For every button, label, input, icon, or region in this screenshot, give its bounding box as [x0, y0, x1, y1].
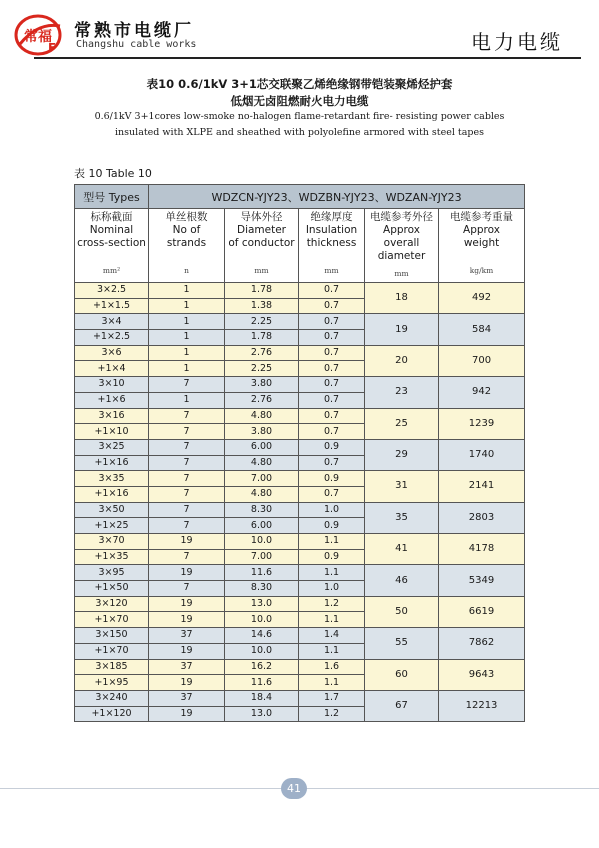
cross-section-main: 3×185 — [75, 659, 149, 675]
conductor-diameter-main: 4.80 — [225, 408, 299, 424]
column-unit: n — [184, 266, 189, 275]
strands-neutral: 1 — [149, 392, 225, 408]
conductor-diameter-main: 16.2 — [225, 659, 299, 675]
insulation-thickness-neutral: 0.7 — [299, 486, 365, 502]
overall-diameter: 20 — [365, 345, 439, 376]
conductor-diameter-neutral: 1.38 — [225, 298, 299, 314]
cross-section-neutral: +1×6 — [75, 392, 149, 408]
cross-section-main: 3×4 — [75, 314, 149, 330]
strands-main: 7 — [149, 439, 225, 455]
strands-neutral: 7 — [149, 455, 225, 471]
conductor-diameter-neutral: 10.0 — [225, 612, 299, 628]
header-divider — [34, 57, 581, 59]
conductor-diameter-neutral: 10.0 — [225, 643, 299, 659]
column-header-cn: 电缆参考外径 — [370, 211, 433, 223]
strands-main: 37 — [149, 659, 225, 675]
column-header-en1: No of — [172, 224, 201, 236]
insulation-thickness-neutral: 0.7 — [299, 455, 365, 471]
insulation-thickness-main: 0.7 — [299, 314, 365, 330]
conductor-diameter-neutral: 6.00 — [225, 518, 299, 534]
overall-diameter: 23 — [365, 377, 439, 408]
table-body — [75, 283, 525, 722]
cross-section-neutral: +1×95 — [75, 675, 149, 691]
column-header-cn: 电缆参考重量 — [450, 211, 514, 223]
conductor-diameter-main: 8.30 — [225, 502, 299, 518]
column-header-cn: 绝缘厚度 — [310, 211, 353, 223]
cross-section-neutral: +1×70 — [75, 612, 149, 628]
cross-section-main: 3×2.5 — [75, 283, 149, 299]
strands-main: 1 — [149, 345, 225, 361]
cross-section-main: 3×16 — [75, 408, 149, 424]
column-header-cn: 单丝根数 — [165, 211, 208, 223]
overall-diameter: 50 — [365, 596, 439, 627]
approx-weight: 700 — [439, 345, 525, 376]
conductor-diameter-main: 3.80 — [225, 377, 299, 393]
svg-text:F: F — [48, 41, 57, 55]
conductor-diameter-neutral: 4.80 — [225, 486, 299, 502]
insulation-thickness-neutral: 1.1 — [299, 643, 365, 659]
overall-diameter: 67 — [365, 690, 439, 721]
page-title-cn-line2: 低烟无卤阻燃耐火电力电缆 — [230, 94, 369, 108]
insulation-thickness-neutral: 0.9 — [299, 549, 365, 565]
column-header-2 — [225, 209, 299, 283]
approx-weight: 5349 — [439, 565, 525, 596]
table-row — [75, 314, 525, 330]
conductor-diameter-main: 10.0 — [225, 534, 299, 550]
column-unit: kg/km — [469, 266, 494, 275]
column-header-0 — [75, 209, 149, 283]
table-row — [75, 345, 525, 361]
approx-weight: 12213 — [439, 690, 525, 721]
strands-neutral: 19 — [149, 675, 225, 691]
insulation-thickness-neutral: 1.2 — [299, 706, 365, 722]
conductor-diameter-neutral: 3.80 — [225, 424, 299, 440]
approx-weight: 7862 — [439, 628, 525, 659]
conductor-diameter-neutral: 8.30 — [225, 581, 299, 597]
conductor-diameter-neutral: 1.78 — [225, 330, 299, 346]
column-header-en1: Insulation — [305, 224, 358, 236]
strands-neutral: 19 — [149, 643, 225, 659]
strands-main: 37 — [149, 628, 225, 644]
column-header-en2: overall — [383, 237, 420, 249]
column-header-cn: 标称截面 — [90, 211, 133, 223]
insulation-thickness-neutral: 0.7 — [299, 424, 365, 440]
insulation-thickness-neutral: 0.7 — [299, 298, 365, 314]
cross-section-neutral: +1×70 — [75, 643, 149, 659]
strands-neutral: 19 — [149, 706, 225, 722]
strands-main: 19 — [149, 534, 225, 550]
column-header-en3: diameter — [377, 250, 426, 262]
table-row — [75, 659, 525, 675]
cross-section-main: 3×95 — [75, 565, 149, 581]
cross-section-main: 3×35 — [75, 471, 149, 487]
overall-diameter: 25 — [365, 408, 439, 439]
overall-diameter: 55 — [365, 628, 439, 659]
column-header-cn: 导体外径 — [240, 211, 283, 223]
strands-neutral: 7 — [149, 549, 225, 565]
cross-section-neutral: +1×2.5 — [75, 330, 149, 346]
overall-diameter: 46 — [365, 565, 439, 596]
cross-section-neutral: +1×25 — [75, 518, 149, 534]
strands-neutral: 1 — [149, 298, 225, 314]
table-row — [75, 596, 525, 612]
conductor-diameter-main: 14.6 — [225, 628, 299, 644]
strands-neutral: 7 — [149, 486, 225, 502]
column-header-5 — [439, 209, 525, 283]
strands-main: 7 — [149, 471, 225, 487]
column-header-en2: thickness — [306, 237, 357, 249]
insulation-thickness-main: 1.4 — [299, 628, 365, 644]
column-header-en2: cross-section — [77, 237, 146, 249]
strands-neutral: 1 — [149, 361, 225, 377]
cross-section-neutral: +1×16 — [75, 455, 149, 471]
conductor-diameter-neutral: 7.00 — [225, 549, 299, 565]
table-row — [75, 471, 525, 487]
insulation-thickness-main: 0.9 — [299, 439, 365, 455]
insulation-thickness-main: 1.1 — [299, 565, 365, 581]
approx-weight: 1239 — [439, 408, 525, 439]
cross-section-main: 3×25 — [75, 439, 149, 455]
insulation-thickness-main: 0.7 — [299, 345, 365, 361]
page-header — [0, 0, 599, 62]
column-header-en2: weight — [463, 237, 500, 249]
conductor-diameter-neutral: 13.0 — [225, 706, 299, 722]
overall-diameter: 60 — [365, 659, 439, 690]
overall-diameter: 35 — [365, 502, 439, 533]
conductor-diameter-neutral: 4.80 — [225, 455, 299, 471]
table-row — [75, 502, 525, 518]
approx-weight: 492 — [439, 283, 525, 314]
approx-weight: 1740 — [439, 439, 525, 470]
insulation-thickness-main: 0.7 — [299, 377, 365, 393]
insulation-thickness-main: 1.1 — [299, 534, 365, 550]
column-header-row — [75, 209, 525, 283]
table-row — [75, 408, 525, 424]
cross-section-main: 3×50 — [75, 502, 149, 518]
insulation-thickness-neutral: 0.7 — [299, 330, 365, 346]
strands-main: 37 — [149, 690, 225, 706]
cross-section-main: 3×150 — [75, 628, 149, 644]
column-header-3 — [299, 209, 365, 283]
insulation-thickness-main: 1.2 — [299, 596, 365, 612]
company-name-en: Changshu cable works — [76, 39, 197, 50]
strands-neutral: 7 — [149, 424, 225, 440]
insulation-thickness-neutral: 0.7 — [299, 392, 365, 408]
insulation-thickness-neutral: 1.1 — [299, 675, 365, 691]
column-header-en1: Nominal — [89, 224, 134, 236]
cross-section-main: 3×240 — [75, 690, 149, 706]
conductor-diameter-main: 18.4 — [225, 690, 299, 706]
column-header-en1: Approx — [383, 224, 420, 236]
page-title-en-line2: insulated with XLPE and sheathed with polyolefine armored with steel tapes — [115, 127, 484, 138]
approx-weight: 6619 — [439, 596, 525, 627]
overall-diameter: 19 — [365, 314, 439, 345]
conductor-diameter-main: 2.25 — [225, 314, 299, 330]
column-unit: mm² — [102, 266, 121, 275]
strands-main: 1 — [149, 314, 225, 330]
conductor-diameter-neutral: 11.6 — [225, 675, 299, 691]
insulation-thickness-neutral: 0.7 — [299, 361, 365, 377]
overall-diameter: 18 — [365, 283, 439, 314]
strands-neutral: 7 — [149, 581, 225, 597]
strands-neutral: 19 — [149, 612, 225, 628]
table-label: 表 10 Table 10 — [74, 167, 152, 180]
conductor-diameter-neutral: 2.76 — [225, 392, 299, 408]
strands-main: 7 — [149, 377, 225, 393]
cross-section-main: 3×10 — [75, 377, 149, 393]
strands-neutral: 7 — [149, 518, 225, 534]
table-row — [75, 439, 525, 455]
conductor-diameter-main: 2.76 — [225, 345, 299, 361]
conductor-diameter-main: 7.00 — [225, 471, 299, 487]
insulation-thickness-main: 1.0 — [299, 502, 365, 518]
approx-weight: 584 — [439, 314, 525, 345]
conductor-diameter-main: 13.0 — [225, 596, 299, 612]
table-row — [75, 690, 525, 706]
column-header-en1: Diameter — [236, 224, 287, 236]
table-row — [75, 283, 525, 299]
strands-main: 7 — [149, 408, 225, 424]
table-row — [75, 534, 525, 550]
conductor-diameter-main: 11.6 — [225, 565, 299, 581]
cross-section-neutral: +1×16 — [75, 486, 149, 502]
column-header-1 — [149, 209, 225, 283]
strands-main: 19 — [149, 565, 225, 581]
cross-section-neutral: +1×10 — [75, 424, 149, 440]
types-row — [75, 185, 525, 209]
types-label: 型号 Types — [75, 185, 149, 209]
insulation-thickness-neutral: 1.1 — [299, 612, 365, 628]
insulation-thickness-neutral: 0.9 — [299, 518, 365, 534]
insulation-thickness-main: 0.7 — [299, 283, 365, 299]
cross-section-main: 3×70 — [75, 534, 149, 550]
approx-weight: 9643 — [439, 659, 525, 690]
strands-main: 1 — [149, 283, 225, 299]
cross-section-neutral: +1×4 — [75, 361, 149, 377]
cable-spec-table — [74, 184, 525, 722]
conductor-diameter-main: 6.00 — [225, 439, 299, 455]
table-row — [75, 565, 525, 581]
conductor-diameter-neutral: 2.25 — [225, 361, 299, 377]
column-header-en2: of conductor — [228, 237, 295, 249]
column-header-en1: Approx — [463, 224, 500, 236]
page-title-en-line1: 0.6/1kV 3+1cores low-smoke no-halogen flame-retardant fire- resisting power cables — [94, 111, 505, 122]
cross-section-neutral: +1×120 — [75, 706, 149, 722]
column-unit: mm — [324, 266, 339, 275]
column-header-4 — [365, 209, 439, 283]
column-header-en2: strands — [166, 237, 207, 249]
cross-section-neutral: +1×35 — [75, 549, 149, 565]
section-label: 电力电缆 — [471, 30, 563, 54]
types-value: WDZCN-YJY23、WDZBN-YJY23、WDZAN-YJY23 — [149, 185, 525, 209]
company-logo-icon — [14, 14, 66, 56]
insulation-thickness-main: 1.6 — [299, 659, 365, 675]
column-unit: mm — [394, 269, 409, 278]
cross-section-neutral: +1×1.5 — [75, 298, 149, 314]
insulation-thickness-main: 0.7 — [299, 408, 365, 424]
strands-neutral: 1 — [149, 330, 225, 346]
overall-diameter: 31 — [365, 471, 439, 502]
approx-weight: 2803 — [439, 502, 525, 533]
conductor-diameter-main: 1.78 — [225, 283, 299, 299]
insulation-thickness-main: 0.9 — [299, 471, 365, 487]
table-row — [75, 377, 525, 393]
approx-weight: 2141 — [439, 471, 525, 502]
cross-section-neutral: +1×50 — [75, 581, 149, 597]
cross-section-main: 3×6 — [75, 345, 149, 361]
strands-main: 7 — [149, 502, 225, 518]
overall-diameter: 29 — [365, 439, 439, 470]
approx-weight: 4178 — [439, 534, 525, 565]
insulation-thickness-neutral: 1.0 — [299, 581, 365, 597]
column-unit: mm — [254, 266, 269, 275]
cross-section-main: 3×120 — [75, 596, 149, 612]
strands-main: 19 — [149, 596, 225, 612]
insulation-thickness-main: 1.7 — [299, 690, 365, 706]
table-row — [75, 628, 525, 644]
approx-weight: 942 — [439, 377, 525, 408]
logo-text: 常福 — [24, 29, 52, 45]
overall-diameter: 41 — [365, 534, 439, 565]
page-title-cn-line1: 表10 0.6/1kV 3+1芯交联聚乙烯绝缘钢带铠装聚烯烃护套 — [146, 77, 453, 91]
company-name-cn: 常熟市电缆厂 — [74, 21, 194, 41]
page-number-badge: 41 — [281, 778, 307, 799]
